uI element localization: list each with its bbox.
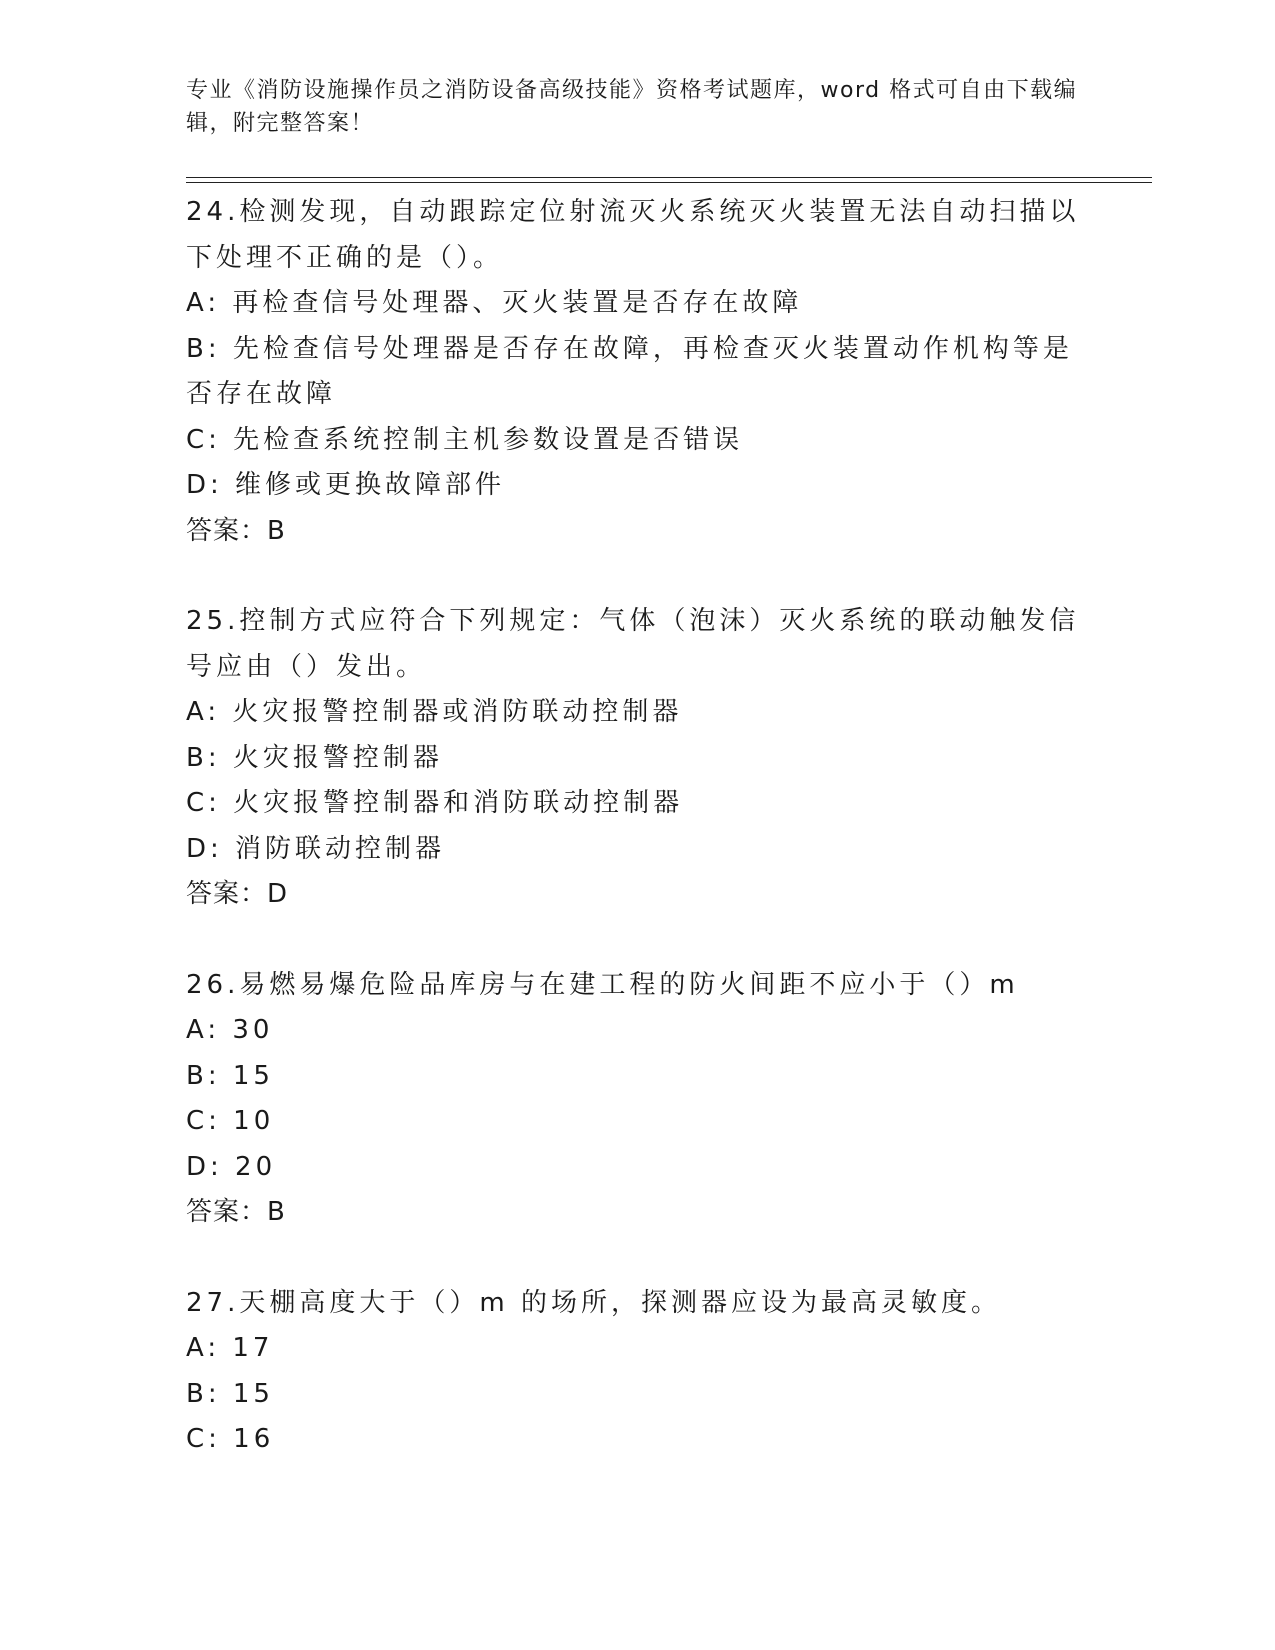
option-d: D: 消防联动控制器 <box>186 833 446 864</box>
document-header: 专业《消防设施操作员之消防设备高级技能》资格考试题库，word 格式可自由下载编辑，附完整答案！ <box>186 78 1078 136</box>
option-c: C: 16 <box>186 1424 275 1454</box>
option-d: D: 20 <box>186 1151 277 1182</box>
option-c: C: 先检查系统控制主机参数设置是否错误 <box>186 424 744 455</box>
option-b: B: 15 <box>186 1060 274 1091</box>
option-a: A: 火灾报警控制器或消防联动控制器 <box>186 697 683 727</box>
question-24 <box>186 190 1086 554</box>
question-stem: 26.易燃易爆危险品库房与在建工程的防火间距不应小于（）m <box>186 969 1019 1000</box>
answer-label: 答案：B <box>186 1197 286 1227</box>
question-25 <box>186 599 1086 918</box>
question-list <box>186 190 1086 1508</box>
header-rule-bottom <box>186 182 1152 183</box>
question-27 <box>186 1281 1086 1463</box>
option-c: C: 火灾报警控制器和消防联动控制器 <box>186 788 684 818</box>
answer-label: 答案：D <box>186 879 289 909</box>
option-a: A: 再检查信号处理器、灭火装置是否存在故障 <box>186 288 803 318</box>
option-b: B: 先检查信号处理器是否存在故障，再检查灭火装置动作机构等是否存在故障 <box>186 333 1073 409</box>
header-rule-top <box>186 177 1152 178</box>
option-b: B: 火灾报警控制器 <box>186 742 443 773</box>
question-stem: 24.检测发现，自动跟踪定位射流灭火系统灭火装置无法自动扫描以下处理不正确的是（）。 <box>186 197 1080 273</box>
answer-label: 答案：B <box>186 515 286 546</box>
option-a: A: 17 <box>186 1333 274 1363</box>
question-26 <box>186 963 1086 1236</box>
option-a: A: 30 <box>186 1015 274 1045</box>
option-b: B: 15 <box>186 1378 274 1409</box>
option-c: C: 10 <box>186 1106 275 1136</box>
question-stem: 25.控制方式应符合下列规定：气体（泡沫）灭火系统的联动触发信号应由（）发出。 <box>186 606 1080 682</box>
question-stem: 27.天棚高度大于（）m 的场所，探测器应设为最高灵敏度。 <box>186 1287 1001 1318</box>
option-d: D: 维修或更换故障部件 <box>186 470 506 500</box>
